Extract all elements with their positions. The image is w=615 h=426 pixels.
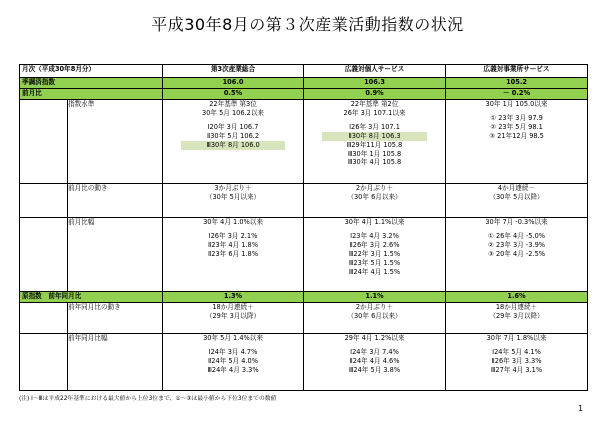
trend-line: 2か月ぶり＋ xyxy=(355,303,394,311)
ranking-line: ② 23年 5月 98.1 xyxy=(490,122,543,131)
ranking-line: Ⅱ24年 4月 4.6% xyxy=(349,356,400,365)
ranking-line: Ⅰ23年 4月 3.2% xyxy=(350,231,399,240)
ranking-line: ③ 21年12月 98.5 xyxy=(489,131,544,140)
seasonal-index-row xyxy=(20,78,588,89)
mom-trend-cell xyxy=(446,184,588,218)
ranking-line: Ⅲ24年 5月 3.8% xyxy=(348,365,401,374)
ranking-line: ② 23年 3月 -3.9% xyxy=(487,240,546,249)
ranking-line: Ⅱ26年 3月 3.3% xyxy=(491,356,542,365)
header-col-business: 広義対事業所サービス xyxy=(446,65,588,78)
mom-width-cell xyxy=(163,218,304,292)
ranking-line: Ⅰ20年 3月 106.7 xyxy=(207,122,259,131)
ranking-line: Ⅲ27年 4月 3.1% xyxy=(490,365,543,374)
ranking-line: Ⅲ29年11月 105.8 xyxy=(346,140,403,149)
ranking-line: Ⅲ22年 3月 1.5% xyxy=(348,249,401,258)
ranking-line: ③ 20年 4月 -2.5% xyxy=(487,249,546,258)
header-col-total: 第3次産業総合 xyxy=(163,65,304,78)
mom-width-row xyxy=(20,218,588,292)
original-index-label: 原指数 前年同月比 xyxy=(20,292,163,303)
seasonal-value-business: 105.2 xyxy=(446,78,588,89)
seasonal-value-personal: 106.3 xyxy=(304,78,446,89)
ranking-line: Ⅲ23年 5月 1.5% xyxy=(348,258,401,267)
trend-period-line: （29年 3月以降） xyxy=(489,311,544,320)
ranking-line: Ⅲ30年 4月 105.8 xyxy=(347,158,402,167)
trend-period-line: （29年 3月以降） xyxy=(205,311,261,320)
yoy-width-cell xyxy=(446,334,588,391)
index-level-label: 指数水準 xyxy=(68,100,163,184)
footnote: (注) Ⅰ～Ⅲは平成22年基準における最大値から上位3位まで、①～③は最小値から下位3位までの数値 xyxy=(19,396,277,402)
header-col-personal: 広義対個人サービス xyxy=(304,65,446,78)
ranking-line: Ⅱ23年 4月 1.8% xyxy=(208,240,258,249)
ranking-line: Ⅱ23年 6月 1.8% xyxy=(208,249,258,258)
ranking-line: ① 26年 4月 -5.0% xyxy=(487,231,546,240)
yoy-trend-cell xyxy=(446,303,588,334)
ranking-line: Ⅰ24年 3月 7.4% xyxy=(350,347,399,356)
cell-summary-line: 30年 4月 1.1%以来 xyxy=(344,218,405,226)
index-level-cell xyxy=(304,100,446,184)
trend-period-line: （30年 6月以来） xyxy=(347,311,402,320)
cell-summary-line: 30年 7月 1.8%以来 xyxy=(486,334,547,342)
mom-width-label: 前月比幅 xyxy=(68,218,163,292)
trend-line: 2か月ぶり＋ xyxy=(355,184,394,192)
trend-period-line: （30年 5月以降） xyxy=(489,192,544,201)
cell-summary-line: 30年 5月 106.2以来 xyxy=(202,108,265,117)
ranking-line: Ⅱ26年 3月 2.6% xyxy=(349,240,400,249)
mom-trend-cell xyxy=(163,184,304,218)
yoy-width-cell xyxy=(163,334,304,391)
mom-value-total: 0.5% xyxy=(163,89,304,100)
mom-trend-row xyxy=(20,184,588,218)
original-index-row xyxy=(20,292,588,303)
cell-summary-line: 26年 3月 107.1以来 xyxy=(343,108,406,117)
mom-value-business: － 0.2% xyxy=(446,89,588,100)
cell-summary-line: 22年基準 第2位 xyxy=(350,100,399,108)
yoy-width-label: 前年同月比幅 xyxy=(68,334,163,391)
original-value-personal: 1.1% xyxy=(304,292,446,303)
original-value-total: 1.3% xyxy=(163,292,304,303)
yoy-trend-row xyxy=(20,303,588,334)
ranking-line: Ⅱ24年 5月 4.0% xyxy=(208,356,258,365)
mom-trend-label: 前月比の動き xyxy=(68,184,163,218)
page-number: 1 xyxy=(578,404,584,413)
page-title: 平成30年8月の第３次産業活動指数の状況 xyxy=(151,15,464,34)
ranking-line: Ⅲ24年 4月 1.5% xyxy=(348,267,401,276)
trend-line: 18か月連続＋ xyxy=(212,303,254,311)
activity-index-table xyxy=(19,64,588,391)
original-value-business: 1.6% xyxy=(446,292,588,303)
ranking-line-current: Ⅲ30年 8月 106.0 xyxy=(181,141,285,150)
yoy-width-row xyxy=(20,334,588,391)
ranking-line: Ⅰ24年 5月 4.1% xyxy=(492,347,541,356)
mom-trend-cell xyxy=(304,184,446,218)
cell-summary-line: 30年 5月 1.4%以来 xyxy=(203,334,263,342)
mom-value-personal: 0.9% xyxy=(304,89,446,100)
trend-line: 3か月ぶり＋ xyxy=(214,184,252,192)
mom-label: 前月比 xyxy=(20,89,163,100)
cell-summary-line: 22年基準 第3位 xyxy=(209,100,257,108)
trend-period-line: （30年 6月以来） xyxy=(347,192,402,201)
header-row-label: 月次（平成30年8月分） xyxy=(20,65,163,78)
yoy-trend-cell xyxy=(163,303,304,334)
cell-summary-line: 29年 4月 1.2%以来 xyxy=(344,334,405,342)
yoy-trend-cell xyxy=(304,303,446,334)
trend-line: 4か月連続－ xyxy=(497,184,536,192)
ranking-line: Ⅰ26年 3月 2.1% xyxy=(208,231,258,240)
header-row xyxy=(20,65,588,78)
ranking-line: ① 23年 3月 97.9 xyxy=(490,113,543,122)
cell-summary-line: 30年 4月 1.0%以来 xyxy=(203,218,263,226)
ranking-line: Ⅱ30年 5月 106.2 xyxy=(206,131,260,140)
ranking-line: Ⅲ24年 4月 3.3% xyxy=(207,365,259,374)
seasonal-index-label: 季調済指数 xyxy=(20,78,163,89)
ranking-line: Ⅰ24年 3月 4.7% xyxy=(208,347,258,356)
ranking-line: Ⅲ30年 1月 105.8 xyxy=(347,149,402,158)
seasonal-value-total: 106.0 xyxy=(163,78,304,89)
yoy-trend-label: 前年同月比の動き xyxy=(68,303,163,334)
ranking-line: Ⅰ26年 3月 107.1 xyxy=(349,122,400,131)
mom-width-cell xyxy=(446,218,588,292)
cell-summary-line: 30年 1月 105.0以来 xyxy=(485,100,548,108)
mom-width-cell xyxy=(304,218,446,292)
index-level-row xyxy=(20,100,588,184)
index-level-cell xyxy=(163,100,304,184)
mom-row xyxy=(20,89,588,100)
trend-period-line: （30年 5月以来） xyxy=(205,192,261,201)
index-level-cell xyxy=(446,100,588,184)
trend-line: 18か月連続＋ xyxy=(495,303,538,311)
ranking-line-current: Ⅱ30年 8月 106.3 xyxy=(322,132,427,141)
cell-summary-line: 30年 7月 -0.3%以来 xyxy=(485,218,548,226)
yoy-width-cell xyxy=(304,334,446,391)
